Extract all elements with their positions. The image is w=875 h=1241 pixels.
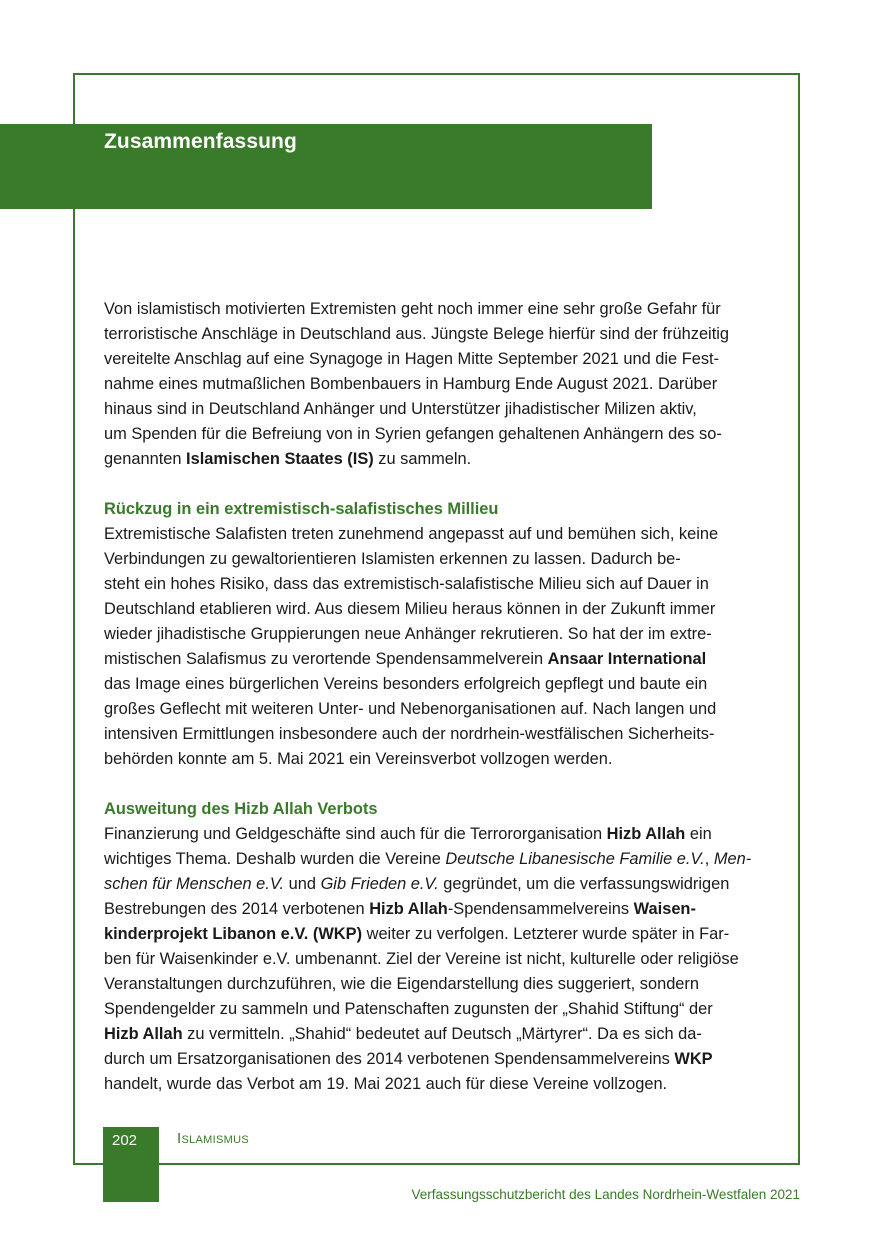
page-number-box (103, 1127, 159, 1202)
section-paragraph-hizb-allah: Finanzierung und Geldgeschäfte sind auch für die Terrororganisation Hizb Allah ein wichtiges Thema. Deshalb wurden die Vereine Deutsche Libanesische Familie e.V., Men- schen für Menschen e.V. und Gib Frieden e.V. gegründet, um die verfassungswidrigen Bestrebungen des 2014 verbotenen Hizb Allah-Spendensammelvereins Waisen- kinderprojekt Libanon e.V. (WKP) weiter zu verfolgen. Letzterer wurde später in Far- ben für Waisenkinder e.V. umbenannt. Ziel der Vereine ist nicht, kulturelle oder religiöse Veranstaltungen durchzuführen, wie die Eigendarstellung dies suggeriert, sondern Spendengelder zu sammeln und Patenschaften zugunsten der „Shahid Stiftung“ der Hizb Allah zu vermitteln. „Shahid“ bedeutet auf Deutsch „Märtyrer“. Da es sich da- durch um Ersatzorganisationen des 2014 verbotenen Spendensammelvereins WKP handelt, wurde das Verbot am 19. Mai 2021 auch für diese Vereine vollzogen. (104, 825, 752, 1093)
term-islamischer-staat: Islamischen Staates (IS) (186, 450, 374, 468)
page-number: 202 (112, 1132, 138, 1149)
page-title: Zusammenfassung (104, 130, 297, 153)
section-paragraph-rueckzug: Extremistische Salafisten treten zunehmend angepasst auf und bemühen sich, keine Verbindungen zu gewaltorientieren Islamisten erkennen zu lassen. Dadurch be- steht ein hohes Risiko, dass das extremistisch-salafistische Milieu sich auf Dauer in Deutschland etablieren wird. Aus diesem Milieu heraus können in der Zukunft immer wieder jihadistische Gruppierungen neue Anhänger rekrutieren. So hat der im extre- mistischen Salafismus zu verortende Spendensammelverein Ansaar International das Image eines bürgerlichen Vereins besonders erfolgreich gepflegt und baute ein großes Geflecht mit weiteren Unter- und Nebenorganisationen auf. Nach langen und intensiven Ermittlungen insbesondere auch der nordrhein-westfälischen Sicherheits- behörden konnte am 5. Mai 2021 ein Vereinsverbot vollzogen werden. (104, 525, 719, 768)
main-content (104, 297, 772, 1097)
term-ansaar-international: Ansaar International (547, 650, 707, 668)
section-heading-hizb-allah: Ausweitung des Hizb Allah Verbots (104, 800, 378, 818)
publication-footer: Verfassungsschutzbericht des Landes Nordrhein-Westfalen 2021 (411, 1187, 800, 1202)
running-section-label: Islamismus (177, 1130, 249, 1147)
section-heading-rueckzug: Rückzug in ein extremistisch-salafistisches Millieu (104, 500, 499, 518)
intro-paragraph: Von islamistisch motivierten Extremisten geht noch immer eine sehr große Gefahr für terroristische Anschläge in Deutschland aus. Jüngste Belege hierfür sind der frühzeitig vereitelte Anschlag auf eine Synagoge in Hagen Mitte September 2021 und die Fest- nahme eines mutmaßlichen Bombenbauers in Hamburg Ende August 2021. Darüber hinaus sind in Deutschland Anhänger und Unterstützer jihadistischer Milizen aktiv, um Spenden für die Befreiung von in Syrien gefangen gehaltenen Anhängern des so- genannten Islamischen Staates (IS) zu sammeln. (104, 300, 730, 468)
title-band (0, 124, 652, 209)
